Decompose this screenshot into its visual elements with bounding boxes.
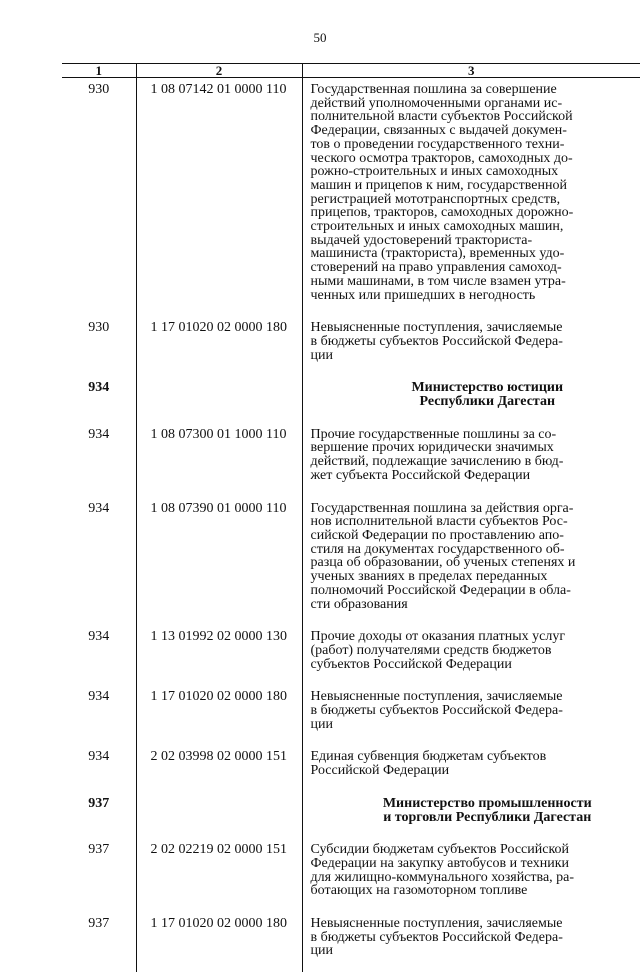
description-line: ученых званиях в пределах переданных xyxy=(311,570,639,584)
revenue-description xyxy=(302,685,640,745)
description-line: строительных и иных самоходных машин, xyxy=(311,220,639,234)
description-line: в бюджеты субъектов Российской Федера- xyxy=(311,335,639,349)
column-header-3: 3 xyxy=(302,64,640,78)
revenue-classification-code: 1 17 01020 02 0000 180 xyxy=(136,912,302,972)
table-row xyxy=(62,912,640,972)
page-number: 50 xyxy=(0,30,640,46)
ministry-name xyxy=(302,376,640,422)
revenue-classification-code: 1 13 01992 02 0000 130 xyxy=(136,625,302,685)
revenue-classification-code: 1 17 01020 02 0000 180 xyxy=(136,316,302,376)
revenue-description xyxy=(302,78,640,317)
revenue-classification-code: 1 08 07142 01 0000 110 xyxy=(136,78,302,317)
description-line: Прочие доходы от оказания платных услуг xyxy=(311,630,639,644)
description-line: Федерации, связанных с выдачей докумен- xyxy=(311,124,639,138)
revenue-description xyxy=(302,745,640,791)
description-line: действий, подлежащие зачислению в бюд- xyxy=(311,455,639,469)
admin-code: 937 xyxy=(62,912,136,972)
revenue-classification-code: 1 08 07300 01 1000 110 xyxy=(136,423,302,497)
admin-code: 934 xyxy=(62,497,136,626)
description-line: Невыясненные поступления, зачисляемые xyxy=(311,321,639,335)
description-line: полномочий Российской Федерации в обла- xyxy=(311,584,639,598)
description-line: прицепов, тракторов, самоходных дорожно- xyxy=(311,206,639,220)
ministry-heading-row xyxy=(62,792,640,838)
table-row xyxy=(62,745,640,791)
admin-code: 937 xyxy=(62,792,136,838)
description-line: и торговли Республики Дагестан xyxy=(337,811,639,825)
description-line: вершение прочих юридически значимых xyxy=(311,441,639,455)
admin-code: 934 xyxy=(62,376,136,422)
description-line: Невыясненные поступления, зачисляемые xyxy=(311,917,639,931)
revenue-description xyxy=(302,497,640,626)
description-line: ции xyxy=(311,944,639,958)
table-row xyxy=(62,78,640,317)
revenue-classification-code: 1 17 01020 02 0000 180 xyxy=(136,685,302,745)
description-line: в бюджеты субъектов Российской Федера- xyxy=(311,704,639,718)
revenue-classification-code xyxy=(136,792,302,838)
table-row xyxy=(62,497,640,626)
description-line: нов исполнительной власти субъектов Рос- xyxy=(311,515,639,529)
column-header-1: 1 xyxy=(62,64,136,78)
description-line: Единая субвенция бюджетам субъектов xyxy=(311,750,639,764)
description-line: в бюджеты субъектов Российской Федера- xyxy=(311,931,639,945)
description-line: ческого осмотра тракторов, самоходных до- xyxy=(311,152,639,166)
description-line: Государственная пошлина за действия орга- xyxy=(311,502,639,516)
revenue-description xyxy=(302,912,640,972)
description-line: ными машинами, в том числе взамен утра- xyxy=(311,275,639,289)
admin-code: 934 xyxy=(62,625,136,685)
revenue-classification-code: 2 02 03998 02 0000 151 xyxy=(136,745,302,791)
revenue-classification-code xyxy=(136,376,302,422)
description-line: регистрацией мототранспортных средств, xyxy=(311,193,639,207)
description-line: выдачей удостоверений тракториста- xyxy=(311,234,639,248)
description-line: Министерство промышленности xyxy=(337,797,639,811)
description-line: тов о проведении государственного техни- xyxy=(311,138,639,152)
description-line: разца об образовании, об ученых степенях и xyxy=(311,556,639,570)
revenue-codes-table xyxy=(62,63,640,972)
description-line: Государственная пошлина за совершение xyxy=(311,83,639,97)
admin-code: 930 xyxy=(62,78,136,317)
table-body xyxy=(62,78,640,972)
ministry-name xyxy=(302,792,640,838)
description-line: полнительной власти субъектов Российской xyxy=(311,110,639,124)
description-line: жет субъекта Российской Федерации xyxy=(311,469,639,483)
description-line: Федерации на закупку автобусов и техники xyxy=(311,857,639,871)
admin-code: 937 xyxy=(62,838,136,912)
description-line: сийской Федерации по проставлению апо- xyxy=(311,529,639,543)
ministry-heading-row xyxy=(62,376,640,422)
description-line: машиниста (тракториста), временных удо- xyxy=(311,247,639,261)
admin-code: 934 xyxy=(62,423,136,497)
description-line: ченных или пришедших в негодность xyxy=(311,289,639,303)
description-line: действий уполномоченными органами ис- xyxy=(311,97,639,111)
description-line: для жилищно-коммунального хозяйства, ра- xyxy=(311,871,639,885)
table-row xyxy=(62,423,640,497)
description-line: (работ) получателями средств бюджетов xyxy=(311,644,639,658)
table-row xyxy=(62,316,640,376)
admin-code: 934 xyxy=(62,685,136,745)
revenue-description xyxy=(302,838,640,912)
description-line: стиля на документах государственного об- xyxy=(311,543,639,557)
table-row xyxy=(62,838,640,912)
description-line: Министерство юстиции xyxy=(337,381,639,395)
description-line: субъектов Российской Федерации xyxy=(311,658,639,672)
description-line: машин и прицепов к ним, государственной xyxy=(311,179,639,193)
table-row xyxy=(62,685,640,745)
description-line: ботающих на газомоторном топливе xyxy=(311,884,639,898)
description-line: Российской Федерации xyxy=(311,764,639,778)
revenue-description xyxy=(302,423,640,497)
description-line: сти образования xyxy=(311,598,639,612)
description-line: рожно-строительных и иных самоходных xyxy=(311,165,639,179)
description-line: Невыясненные поступления, зачисляемые xyxy=(311,690,639,704)
description-line: ции xyxy=(311,718,639,732)
table-header-row xyxy=(62,64,640,78)
revenue-classification-code: 2 02 02219 02 0000 151 xyxy=(136,838,302,912)
description-line: Субсидии бюджетам субъектов Российской xyxy=(311,843,639,857)
revenue-classification-code: 1 08 07390 01 0000 110 xyxy=(136,497,302,626)
description-line: Республики Дагестан xyxy=(337,395,639,409)
admin-code: 930 xyxy=(62,316,136,376)
revenue-description xyxy=(302,316,640,376)
description-line: Прочие государственные пошлины за со- xyxy=(311,428,639,442)
admin-code: 934 xyxy=(62,745,136,791)
description-line: стоверений на право управления самоход- xyxy=(311,261,639,275)
description-line: ции xyxy=(311,349,639,363)
table-row xyxy=(62,625,640,685)
revenue-description xyxy=(302,625,640,685)
column-header-2: 2 xyxy=(136,64,302,78)
